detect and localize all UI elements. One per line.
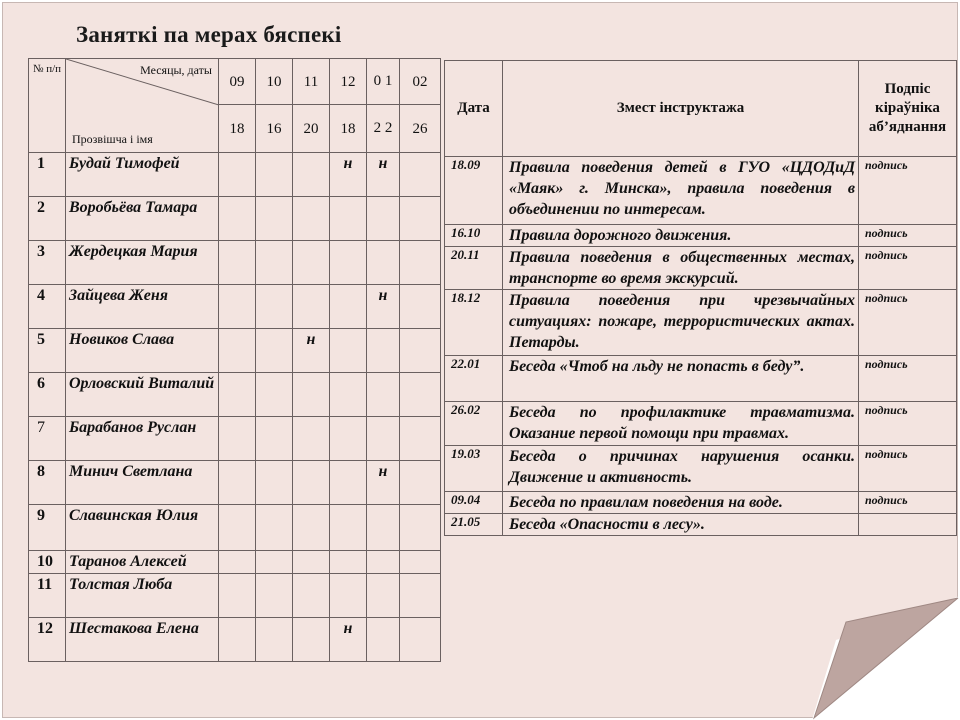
attendance-row [29, 153, 441, 197]
attendance-mark [400, 329, 441, 373]
attendance-mark: н [367, 461, 400, 505]
header-diagonal-cell [66, 59, 219, 153]
row-number: 3 [29, 241, 66, 285]
attendance-mark [367, 373, 400, 417]
attendance-mark [400, 285, 441, 329]
attendance-mark [293, 551, 330, 574]
instruction-text: Правила поведения детей в ГУО «ЦДОДиД «Маяк» г. Минска», правила поведения в объединении по интересам. [503, 157, 859, 225]
instruction-row [445, 514, 957, 536]
attendance-mark: н [367, 285, 400, 329]
attendance-mark [400, 197, 441, 241]
attendance-mark [219, 574, 256, 618]
instruction-date: 26.02 [445, 402, 503, 446]
instruction-signature: подпись [859, 446, 957, 492]
attendance-header-months-row [29, 59, 441, 105]
header-signature: Подпіс кіраўніка аб’яднання [859, 61, 957, 157]
attendance-mark [256, 618, 293, 662]
header-content: Змест інструктажа [503, 61, 859, 157]
attendance-table-body [29, 59, 441, 662]
attendance-mark [256, 153, 293, 197]
attendance-mark [219, 373, 256, 417]
row-number: 8 [29, 461, 66, 505]
instruction-date: 18.12 [445, 290, 503, 356]
student-name: Воробьёва Тамара [66, 197, 219, 241]
instruction-row [445, 492, 957, 514]
attendance-mark [367, 618, 400, 662]
attendance-row [29, 417, 441, 461]
student-name: Будай Тимофей [66, 153, 219, 197]
instruction-row [445, 356, 957, 402]
row-number: 5 [29, 329, 66, 373]
instruction-text: Правила дорожного движения. [503, 225, 859, 247]
header-months-label: Месяцы, даты [140, 63, 212, 77]
attendance-mark [400, 505, 441, 551]
attendance-mark [400, 241, 441, 285]
instruction-date: 16.10 [445, 225, 503, 247]
attendance-mark [219, 197, 256, 241]
instruction-row [445, 290, 957, 356]
attendance-mark [367, 197, 400, 241]
attendance-mark [367, 329, 400, 373]
attendance-mark [400, 618, 441, 662]
date-20: 20 [293, 105, 330, 153]
instruction-row [445, 225, 957, 247]
attendance-mark [256, 373, 293, 417]
student-name: Минич Светлана [66, 461, 219, 505]
attendance-mark [219, 417, 256, 461]
page-title: Заняткі па мерах бяспекі [76, 22, 342, 47]
instruction-text: Беседа по профилактике травматизма. Оказание первой помощи при травмах. [503, 402, 859, 446]
attendance-mark [256, 461, 293, 505]
attendance-mark [367, 241, 400, 285]
attendance-row [29, 373, 441, 417]
attendance-mark [219, 551, 256, 574]
student-name: Зайцева Женя [66, 285, 219, 329]
row-number: 2 [29, 197, 66, 241]
row-number: 6 [29, 373, 66, 417]
instruction-signature: подпись [859, 157, 957, 225]
attendance-row [29, 505, 441, 551]
student-name: Толстая Люба [66, 574, 219, 618]
attendance-mark [330, 329, 367, 373]
attendance-mark: н [293, 329, 330, 373]
attendance-mark [330, 373, 367, 417]
month-02: 02 [400, 59, 441, 105]
attendance-mark [219, 241, 256, 285]
header-date: Дата [445, 61, 503, 157]
attendance-mark [256, 197, 293, 241]
instruction-signature: подпись [859, 290, 957, 356]
attendance-mark [256, 241, 293, 285]
attendance-mark [293, 417, 330, 461]
instruction-text: Правила поведения при чрезвычайных ситуациях: пожаре, террористических актах. Петарды. [503, 290, 859, 356]
row-number: 1 [29, 153, 66, 197]
attendance-mark [219, 618, 256, 662]
attendance-mark [330, 417, 367, 461]
attendance-mark [293, 285, 330, 329]
attendance-mark [293, 241, 330, 285]
attendance-mark [330, 461, 367, 505]
row-number: 4 [29, 285, 66, 329]
date-18: 18 [219, 105, 256, 153]
attendance-mark [293, 153, 330, 197]
attendance-row [29, 551, 441, 574]
instruction-date: 19.03 [445, 446, 503, 492]
attendance-mark [256, 574, 293, 618]
attendance-mark: н [330, 618, 367, 662]
attendance-mark [293, 197, 330, 241]
attendance-mark [400, 153, 441, 197]
student-name: Орловский Виталий [66, 373, 219, 417]
student-name: Барабанов Руслан [66, 417, 219, 461]
date-22: 2 2 [367, 105, 400, 153]
instruction-text: Беседа «Чтоб на льду не попасть в беду”. [503, 356, 859, 402]
attendance-mark [219, 461, 256, 505]
month-10: 10 [256, 59, 293, 105]
attendance-mark [293, 505, 330, 551]
attendance-mark [367, 505, 400, 551]
attendance-mark [293, 373, 330, 417]
attendance-mark [256, 417, 293, 461]
attendance-row [29, 574, 441, 618]
attendance-mark [256, 505, 293, 551]
attendance-mark [330, 197, 367, 241]
date-18b: 18 [330, 105, 367, 153]
instructions-table-body [445, 61, 957, 536]
header-names-label: Прозвішча і імя [72, 132, 153, 146]
attendance-mark [219, 505, 256, 551]
attendance-mark [400, 461, 441, 505]
instruction-signature: подпись [859, 492, 957, 514]
attendance-mark [256, 329, 293, 373]
attendance-row [29, 618, 441, 662]
date-26: 26 [400, 105, 441, 153]
instruction-row [445, 402, 957, 446]
attendance-table [28, 58, 441, 662]
instruction-signature [859, 514, 957, 536]
instruction-date: 18.09 [445, 157, 503, 225]
student-name: Шестакова Елена [66, 618, 219, 662]
month-12: 12 [330, 59, 367, 105]
row-number: 7 [29, 417, 66, 461]
attendance-row [29, 285, 441, 329]
attendance-mark [219, 329, 256, 373]
instruction-date: 22.01 [445, 356, 503, 402]
attendance-mark [367, 551, 400, 574]
instruction-text: Беседа по правилам поведения на воде. [503, 492, 859, 514]
instruction-signature: подпись [859, 402, 957, 446]
attendance-mark [256, 551, 293, 574]
attendance-mark [400, 551, 441, 574]
instruction-row [445, 247, 957, 290]
attendance-row [29, 329, 441, 373]
row-number: 12 [29, 618, 66, 662]
instruction-row [445, 157, 957, 225]
attendance-row [29, 241, 441, 285]
date-16: 16 [256, 105, 293, 153]
attendance-mark [330, 551, 367, 574]
attendance-mark [330, 574, 367, 618]
attendance-row [29, 197, 441, 241]
month-11: 11 [293, 59, 330, 105]
instruction-text: Правила поведения в общественных местах, транспорте во время экскурсий. [503, 247, 859, 290]
attendance-mark [400, 373, 441, 417]
instruction-row [445, 446, 957, 492]
attendance-mark [367, 417, 400, 461]
attendance-mark [293, 618, 330, 662]
attendance-mark [256, 285, 293, 329]
instruction-date: 20.11 [445, 247, 503, 290]
header-number-label: № п/п [29, 59, 66, 153]
instruction-date: 09.04 [445, 492, 503, 514]
instructions-header-row [445, 61, 957, 157]
student-name: Таранов Алексей [66, 551, 219, 574]
instructions-table [444, 60, 957, 536]
attendance-mark [219, 285, 256, 329]
student-name: Новиков Слава [66, 329, 219, 373]
attendance-mark [293, 461, 330, 505]
attendance-mark [330, 285, 367, 329]
attendance-mark [293, 574, 330, 618]
attendance-mark [400, 417, 441, 461]
instruction-text: Беседа о причинах нарушения осанки. Движение и активность. [503, 446, 859, 492]
row-number: 11 [29, 574, 66, 618]
attendance-mark: н [330, 153, 367, 197]
month-09: 09 [219, 59, 256, 105]
instruction-date: 21.05 [445, 514, 503, 536]
attendance-mark [330, 505, 367, 551]
month-01: 0 1 [367, 59, 400, 105]
instruction-signature: подпись [859, 225, 957, 247]
row-number: 9 [29, 505, 66, 551]
attendance-row [29, 461, 441, 505]
instruction-signature: подпись [859, 247, 957, 290]
attendance-mark [330, 241, 367, 285]
attendance-mark [400, 574, 441, 618]
attendance-mark [219, 153, 256, 197]
attendance-mark: н [367, 153, 400, 197]
student-name: Славинская Юлия [66, 505, 219, 551]
student-name: Жердецкая Мария [66, 241, 219, 285]
instruction-signature: подпись [859, 356, 957, 402]
instruction-text: Беседа «Опасности в лесу». [503, 514, 859, 536]
row-number: 10 [29, 551, 66, 574]
attendance-mark [367, 574, 400, 618]
